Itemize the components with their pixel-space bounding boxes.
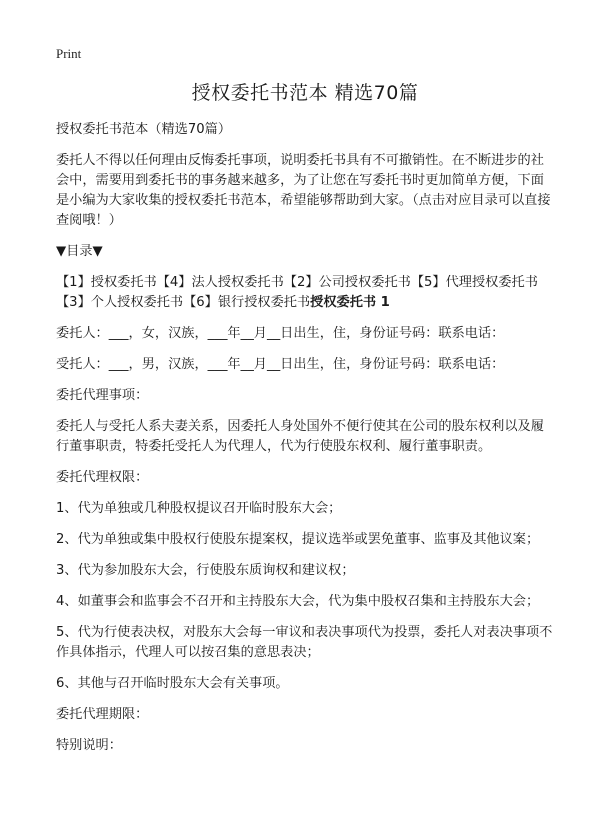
- toc-item-4[interactable]: 【4】法人授权委托书: [156, 275, 284, 290]
- authority-item-5: 5、代为行使表决权，对股东大会每一审议和表决事项代为投票，委托人对表决事项不作具体指示，代理人可以按召集的意思表决；: [56, 625, 553, 660]
- toc-line-2: [56, 293, 554, 313]
- toc-item-2[interactable]: 【2】公司授权委托书: [283, 275, 411, 290]
- authority-item-2: 2、代为单独或集中股权行使股东提案权，提议选举或罢免董事、监事及其他议案；: [56, 532, 540, 547]
- toc-line-1: [56, 273, 554, 293]
- table-of-contents: [56, 273, 554, 313]
- document-title: 授权委托书范本 精选70篇: [191, 82, 419, 104]
- toc-header[interactable]: ▼目录▼: [56, 244, 103, 259]
- authority-item-3: 3、代为参加股东大会，行使股东质询权和建议权；: [56, 563, 355, 578]
- intro-paragraph: 委托人不得以任何理由反悔委托事项，说明委托书具有不可撤销性。在不断进步的社会中，需要用到委托书的事务越来越多，为了让您在写委托书时更加简单方便，下面是小编为大家收集的授权委托书范本，希望能够帮助到大家。（点击对应目录可以直接查阅哦！）: [56, 153, 551, 228]
- document-subtitle: 授权委托书范本（精选70篇）: [56, 122, 232, 137]
- authority-item-4: 4、如董事会和监事会不召开和主持股东大会，代为集中股权召集和主持股东大会；: [56, 594, 540, 609]
- section-heading: 授权委托书 1: [310, 295, 390, 310]
- print-link[interactable]: Print: [56, 46, 82, 61]
- document-body: [56, 120, 554, 767]
- authority-item-1: 1、代为单独或几种股权提议召开临时股东大会；: [56, 501, 342, 516]
- toc-item-6[interactable]: 【6】银行授权委托书: [183, 295, 311, 310]
- toc-item-5[interactable]: 【5】代理授权委托书: [410, 275, 538, 290]
- toc-item-1[interactable]: 【1】授权委托书: [56, 275, 157, 290]
- authority-heading: 委托代理权限：: [56, 470, 149, 485]
- term-heading: 委托代理期限：: [56, 707, 149, 722]
- matters-paragraph: 委托人与受托人系夫妻关系，因委托人身处国外不便行使其在公司的股东权利以及履行董事职责，特委托受托人为代理人，代为行使股东权利、履行董事职责。: [56, 419, 544, 454]
- authority-item-6: 6、其他与召开临时股东大会有关事项。: [56, 676, 289, 691]
- matters-heading: 委托代理事项：: [56, 388, 149, 403]
- principal-line: 委托人：___，女，汉族，___年__月__日出生，住，身份证号码：联系电话：: [56, 326, 505, 341]
- agent-line: 受托人：___，男，汉族，___年__月__日出生，住，身份证号码：联系电话：: [56, 357, 505, 372]
- toc-item-3[interactable]: 【3】个人授权委托书: [56, 295, 184, 310]
- special-heading: 特别说明：: [56, 738, 122, 753]
